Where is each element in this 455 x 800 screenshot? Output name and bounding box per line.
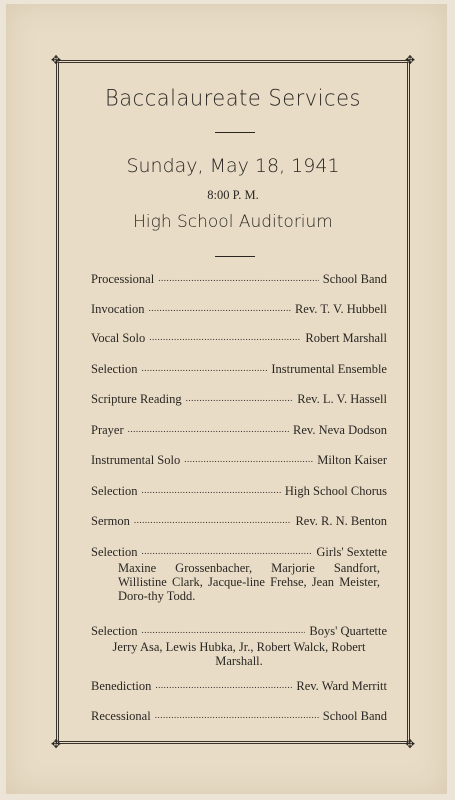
dot-leader <box>142 623 306 635</box>
program-part: Selection <box>91 362 138 376</box>
dot-leader <box>186 391 294 403</box>
corner-ornament-icon: ✥ <box>404 53 416 67</box>
program-performer: Instrumental Ensemble <box>271 362 387 376</box>
corner-ornament-icon: ✥ <box>50 737 62 751</box>
dot-leader <box>142 483 281 495</box>
program-performer: High School Chorus <box>284 484 387 498</box>
program-performer: Rev. L. V. Hassell <box>297 392 387 406</box>
dot-leader <box>134 513 292 525</box>
program-part: Instrumental Solo <box>91 453 181 467</box>
program-performer: Rev. Ward Merritt <box>296 679 387 693</box>
performer-names: Maxine Grossenbacher, Marjorie Sandfort, Willistine Clark, Jacque-line Frehse, Jean Meister, Doro-thy Todd. <box>118 561 380 603</box>
program-item <box>91 422 387 438</box>
program-part: Vocal Solo <box>91 331 146 345</box>
dot-leader <box>155 678 292 690</box>
service-venue: High School Auditorium <box>133 212 333 232</box>
program-item <box>91 544 387 603</box>
program-item <box>91 708 387 724</box>
dot-leader <box>142 361 268 373</box>
dot-leader <box>158 271 319 283</box>
dot-leader <box>128 422 289 434</box>
program-performer: Milton Kaiser <box>317 453 387 467</box>
program-item <box>91 330 387 346</box>
dot-leader <box>142 544 313 556</box>
program-part: Selection <box>91 545 138 559</box>
program-item <box>91 452 387 468</box>
divider-rule <box>215 256 255 257</box>
service-date: Sunday, May 18, 1941 <box>126 155 340 177</box>
service-time: 8:00 P. M. <box>207 188 259 202</box>
program-part: Sermon <box>91 514 130 528</box>
program-item <box>91 483 387 499</box>
program-part: Processional <box>91 272 155 286</box>
divider-rule <box>215 132 255 133</box>
program-performer: School Band <box>322 709 387 723</box>
program-performer: Boys' Quartette <box>309 624 387 638</box>
corner-ornament-icon: ✥ <box>404 737 416 751</box>
performer-names: Jerry Asa, Lewis Hubka, Jr., Robert Walck, Robert Marshall. <box>112 640 366 668</box>
program-item <box>91 623 387 668</box>
program-performer: Rev. R. N. Benton <box>295 514 387 528</box>
program-part: Selection <box>91 624 138 638</box>
program-performer: Girls' Sextette <box>316 545 387 559</box>
program-part: Prayer <box>91 423 124 437</box>
program-performer: School Band <box>322 272 387 286</box>
program-part: Benediction <box>91 679 152 693</box>
program-item <box>91 678 387 694</box>
program-performer: Robert Marshall <box>305 331 387 345</box>
program-part: Scripture Reading <box>91 392 182 406</box>
program-performer: Rev. Neva Dodson <box>293 423 387 437</box>
dot-leader <box>148 301 291 313</box>
program-part: Invocation <box>91 302 145 316</box>
dot-leader <box>155 708 319 720</box>
program-part: Selection <box>91 484 138 498</box>
program-performer: Rev. T. V. Hubbell <box>294 302 387 316</box>
corner-ornament-icon: ✥ <box>50 53 62 67</box>
program-item <box>91 361 387 377</box>
program-part: Recessional <box>91 709 151 723</box>
program-item <box>91 301 387 317</box>
program-item <box>91 513 387 529</box>
dot-leader <box>149 330 301 342</box>
dot-leader <box>184 452 313 464</box>
program-title: Baccalaureate Services <box>105 85 361 111</box>
program-item <box>91 391 387 407</box>
program-item <box>91 271 387 287</box>
